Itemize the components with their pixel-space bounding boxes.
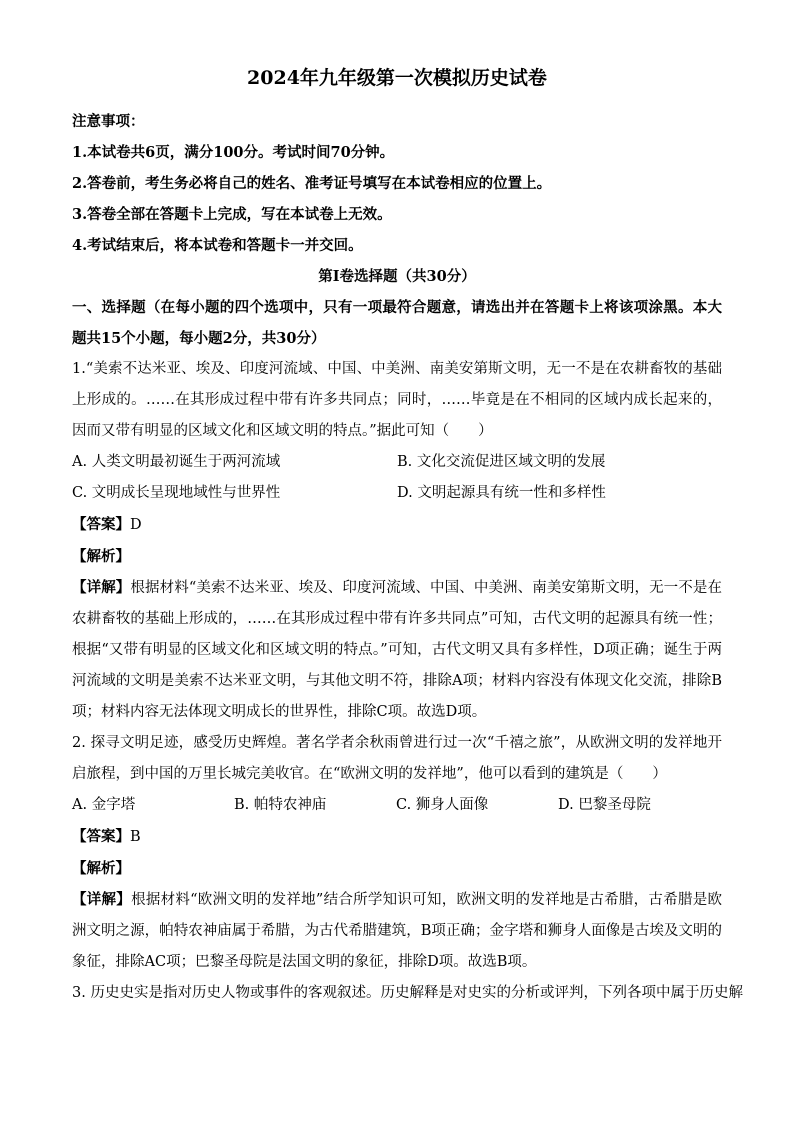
option-d: D. 巴黎圣母院 [558, 797, 651, 813]
question-3-stem: 3. 历史史实是指对历史人物或事件的客观叙述。历史解释是对史实的分析或评判，下列各项中属于历史解 [72, 985, 743, 1001]
detail-text: 根据材料“美索不达米亚、埃及、印度河流域、中国、中美洲、南美安第斯文明，无一不是在农耕畜牧的基础上形成的，……在其形成过程中带有许多共同点”可知，古代文明的起源具有统一性；根据“又带有明显的区域文化和区域文明的特点。”可知，古代文明又具有多样性，D项正确；诞生于两河流域的文明是美索不达米亚文明，与其他文明不符，排除A项；材料内容没有体现文化交流，排除B项；材料内容无法体现文明成长的世界性，排除C项。故选D项。 [72, 580, 722, 720]
detail-text: 根据材料“欧洲文明的发祥地”结合所学知识可知，欧洲文明的发祥地是古希腊，古希腊是欧洲文明之源，帕特农神庙属于希腊，为古代希腊建筑，B项正确；金字塔和狮身人面像是古埃及文明的象征，排除AC项；巴黎圣母院是法国文明的象征，排除D项。故选B项。 [72, 892, 722, 970]
option-c: C. 狮身人面像 [396, 797, 489, 813]
option-c: C. 文明成长呈现地域性与世界性 [72, 485, 281, 501]
analysis-label: 【解析】 [72, 548, 130, 565]
answer-line [72, 509, 722, 541]
analysis-label: 【解析】 [72, 860, 130, 877]
exam-page [72, 66, 743, 1009]
detail-label: 【详解】 [72, 891, 132, 908]
part-heading: 一、选择题（在每小题的四个选项中，只有一项最符合题意，请选出并在答题卡上将该项涂黑。本大题共15个小题，每小题2分，共30分） [72, 299, 722, 347]
detail-paragraph [72, 572, 722, 728]
notice-item: 2.答卷前，考生务必将自己的姓名、准考证号填写在本试卷相应的位置上。 [72, 175, 552, 192]
answer-value: B [130, 829, 141, 845]
option-b: B. 文化交流促进区域文明的发展 [397, 454, 606, 470]
section-title: 第Ⅰ卷选择题（共30分） [318, 268, 476, 285]
notice-item: 1.本试卷共6页，满分100分。考试时间70分钟。 [72, 144, 395, 161]
option-a: A. 人类文明最初诞生于两河流域 [72, 454, 281, 470]
answer-line [72, 821, 722, 853]
question-1-stem: 1.“美索不达米亚、埃及、印度河流域、中国、中美洲、南美安第斯文明，无一不是在农耕畜牧的基础上形成的。……在其形成过程中带有许多共同点；同时，……毕竟是在不相同的区域内成长起来的，因而又带有明显的区域文化和区域文明的特点。”据此可知（ ） [72, 361, 722, 439]
answer-label: 【答案】 [72, 828, 130, 845]
page-title: 2024年九年级第一次模拟历史试卷 [247, 67, 547, 89]
option-d: D. 文明起源具有统一性和多样性 [397, 485, 606, 501]
option-a: A. 金字塔 [72, 797, 136, 813]
detail-label: 【详解】 [72, 579, 131, 596]
question-2-options-row [72, 790, 722, 821]
question-1-options-row [72, 478, 722, 509]
option-b: B. 帕特农神庙 [234, 797, 327, 813]
question-1-options-row [72, 447, 722, 478]
answer-value: D [130, 517, 142, 533]
question-2-stem: 2. 探寻文明足迹，感受历史辉煌。著名学者余秋雨曾进行过一次“千禧之旅”，从欧洲文明的发祥地开启旅程，到中国的万里长城完美收官。在“欧洲文明的发祥地”，他可以看到的建筑是（ ） [72, 735, 722, 782]
notice-heading: 注意事项： [72, 113, 145, 130]
notice-item: 4.考试结束后，将本试卷和答题卡一并交回。 [72, 237, 363, 254]
answer-label: 【答案】 [72, 516, 130, 533]
notice-item: 3.答卷全部在答题卡上完成，写在本试卷上无效。 [72, 206, 392, 223]
detail-paragraph [72, 884, 722, 978]
